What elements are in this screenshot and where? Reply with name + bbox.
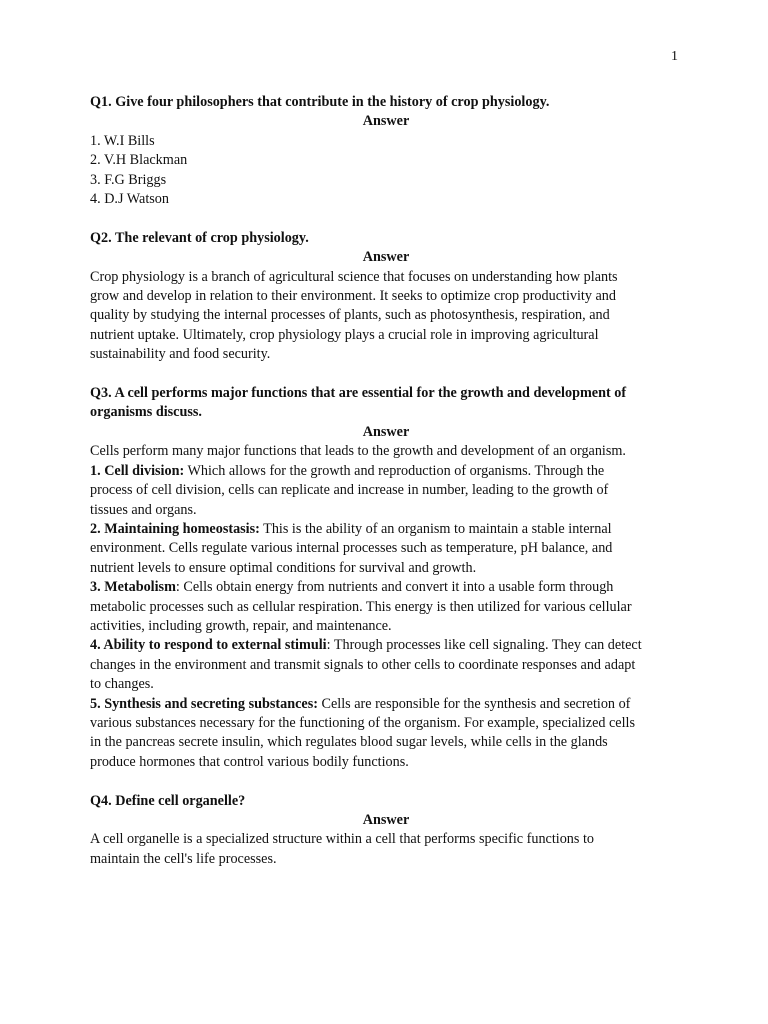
point-line: environment. Cells regulate various internal processes such as temperature, pH balance, and xyxy=(90,540,613,557)
answer-4-line: A cell organelle is a specialized structure within a cell that performs specific functions to xyxy=(90,831,595,848)
answer-3-heading: Answer xyxy=(362,423,410,440)
spacer xyxy=(90,365,682,384)
point-text: This is the ability of an organism to maintain a stable internal xyxy=(259,520,612,537)
answer-1-heading: Answer xyxy=(362,113,410,130)
answer-2-line: nutrient uptake. Ultimately, crop physiology plays a crucial role in improving agricultural xyxy=(90,326,599,343)
function-point-synthesis xyxy=(90,695,682,714)
spacer xyxy=(90,772,682,791)
point-text: : Cells obtain energy from nutrients and convert it into a usable form through xyxy=(175,579,614,596)
point-line: process of cell division, cells can replicate and increase in number, leading to the growth of xyxy=(90,482,609,499)
point-line: changes in the environment and transmit signals to other cells to coordinate responses and adapt xyxy=(90,656,636,673)
point-line: to changes. xyxy=(90,676,154,693)
answer-2-heading: Answer xyxy=(362,249,410,266)
page-number: 1 xyxy=(671,49,678,64)
point-text: Which allows for the growth and reproduction of organisms. Through the xyxy=(184,462,605,479)
question-1-section xyxy=(90,93,682,209)
function-point-metabolism xyxy=(90,578,682,597)
answer-4-heading: Answer xyxy=(362,811,410,828)
point-line: tissues and organs. xyxy=(90,501,197,518)
answer-2-line: Crop physiology is a branch of agricultural science that focuses on understanding how plants xyxy=(90,268,618,285)
point-line: activities, including growth, repair, and maintenance. xyxy=(90,617,392,634)
question-3-section xyxy=(90,384,682,772)
question-4-heading: Q4. Define cell organelle? xyxy=(90,792,246,809)
philosopher-item: 4. D.J Watson xyxy=(90,191,169,208)
answer-2-line: sustainability and food security. xyxy=(90,346,271,363)
question-2-heading: Q2. The relevant of crop physiology. xyxy=(90,229,309,246)
function-point-cell-division xyxy=(90,462,682,481)
point-line: various substances necessary for the functioning of the organism. For example, specialized cells xyxy=(90,714,636,731)
answer-3-intro: Cells perform many major functions that leads to the growth and development of an organism. xyxy=(90,443,626,460)
point-text: Cells are responsible for the synthesis and secretion of xyxy=(317,695,631,712)
point-title: 2. Maintaining homeostasis: xyxy=(90,520,260,537)
question-2-section xyxy=(90,229,682,365)
answer-2-line: quality by studying the internal processes of plants, such as photosynthesis, respiration, and xyxy=(90,307,610,324)
function-point-homeostasis xyxy=(90,520,682,539)
point-title: 1. Cell division: xyxy=(90,462,185,479)
point-line: metabolic processes such as cellular respiration. This energy is then utilized for various cellular xyxy=(90,598,632,615)
philosopher-item: 3. F.G Briggs xyxy=(90,171,167,188)
philosopher-item: 1. W.I Bills xyxy=(90,132,155,149)
point-title: 3. Metabolism xyxy=(90,579,176,596)
question-3-heading-cont: organisms discuss. xyxy=(90,404,202,421)
point-line: nutrient levels to ensure optimal conditions for survival and growth. xyxy=(90,559,477,576)
document-body xyxy=(90,93,682,869)
function-point-stimuli xyxy=(90,636,682,655)
point-title: 5. Synthesis and secreting substances: xyxy=(90,695,318,712)
question-1-heading: Q1. Give four philosophers that contribute in the history of crop physiology. xyxy=(90,94,550,110)
answer-4-line: maintain the cell's life processes. xyxy=(90,850,277,867)
answer-2-line: grow and develop in relation to their environment. It seeks to optimize crop productivity and xyxy=(90,288,616,305)
point-line: produce hormones that control various bodily functions. xyxy=(90,753,409,770)
point-text: : Through processes like cell signaling. They can detect xyxy=(326,637,642,654)
point-line: in the pancreas secrete insulin, which regulates blood sugar levels, while cells in the glands xyxy=(90,734,608,751)
question-4-section xyxy=(90,792,682,870)
question-3-heading: Q3. A cell performs major functions that are essential for the growth and development of xyxy=(90,385,627,402)
philosopher-item: 2. V.H Blackman xyxy=(90,152,188,169)
point-title: 4. Ability to respond to external stimuli xyxy=(90,637,327,654)
spacer xyxy=(90,209,682,228)
